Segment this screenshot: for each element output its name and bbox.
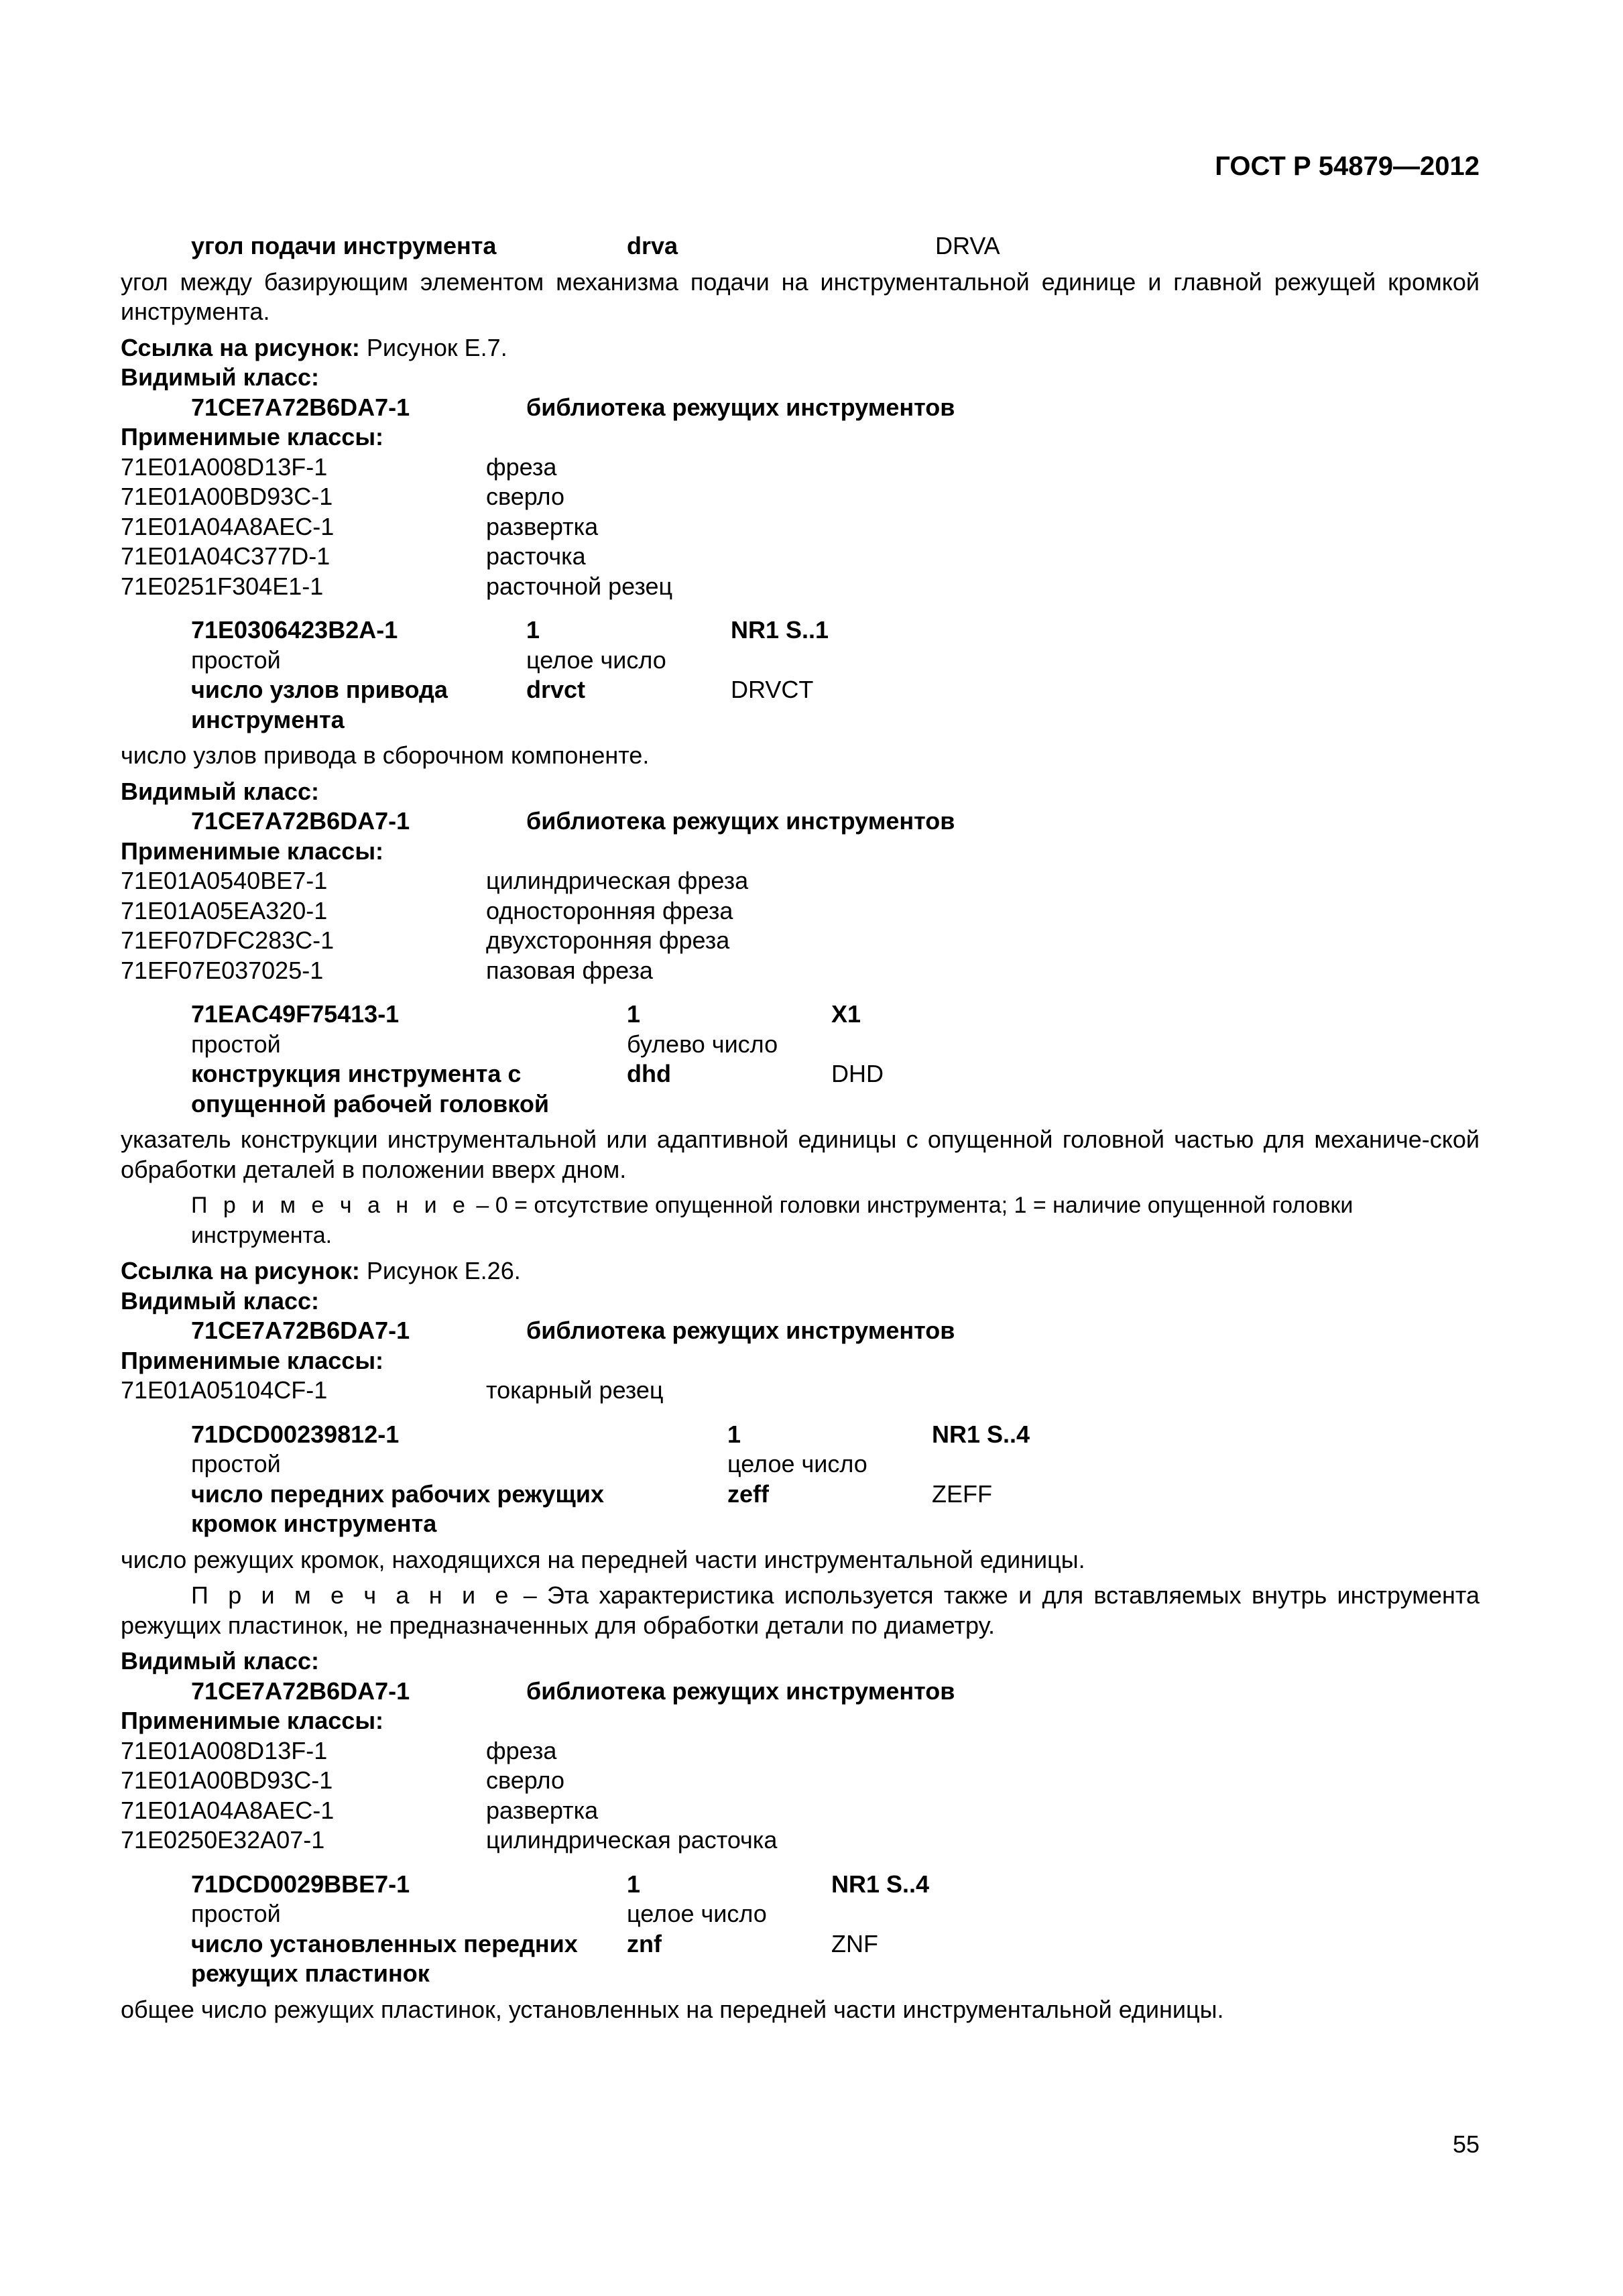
- property-name-row: число установленных передних режущих пластинок znf ZNF: [121, 1929, 1480, 1989]
- applicable-classes-label: Применимые классы:: [121, 1707, 384, 1734]
- applicable-classes-label: Применимые классы:: [121, 423, 384, 450]
- property-id-row: 71EAC49F75413-1 1 X1: [191, 1000, 861, 1028]
- property-name-row: конструкция инструмента с опущенной рабочей головкой dhd DHD: [121, 1059, 1480, 1119]
- class-row: 71E01A0540BE7-1 цилиндрическая фреза: [121, 867, 749, 894]
- property-name: число установленных передних режущих пластинок: [191, 1929, 578, 1987]
- visible-class-row: 71CE7A72B6DA7-1 библиотека режущих инструментов: [191, 1677, 955, 1705]
- figure-reference: Ссылка на рисунок: Рисунок Е.26.: [121, 1257, 521, 1284]
- property-code-upper: DRVA: [935, 232, 1000, 259]
- property-type-row: простой целое число: [191, 1900, 767, 1927]
- class-row: 71E01A05104CF-1 токарный резец: [121, 1376, 664, 1404]
- property-type-row: простой булево число: [191, 1030, 778, 1058]
- property-name: угол подачи инструмента: [191, 232, 497, 259]
- visible-class-label: Видимый класс:: [121, 1647, 319, 1675]
- property-name-row: число передних рабочих режущих кромок инструмента zeff ZEFF: [121, 1479, 1480, 1539]
- property-type-row: простой целое число: [191, 646, 666, 674]
- property-definition: число режущих кромок, находящихся на передней части инструментальной единицы.: [121, 1545, 1085, 1573]
- applicable-classes-label: Применимые классы:: [121, 837, 384, 865]
- class-row: 71E01A00BD93C-1 сверло: [121, 1766, 564, 1794]
- property-name: число передних рабочих режущих кромок инструмента: [191, 1479, 604, 1537]
- class-row: 71E01A00BD93C-1 сверло: [121, 483, 564, 510]
- visible-class-label: Видимый класс:: [121, 777, 319, 805]
- property-definition: общее число режущих пластинок, установленных на передней части инструментальной единицы.: [121, 1995, 1224, 2023]
- visible-class-row: 71CE7A72B6DA7-1 библиотека режущих инструментов: [191, 1317, 955, 1344]
- property-name: конструкция инструмента с опущенной рабочей головкой: [191, 1060, 549, 1117]
- applicable-classes-label: Применимые классы:: [121, 1346, 384, 1374]
- property-header-row: [121, 231, 1480, 261]
- property-type-row: простой целое число: [191, 1450, 867, 1477]
- visible-class-label: Видимый класс:: [121, 363, 319, 391]
- class-row: 71E01A05EA320-1 односторонняя фреза: [121, 896, 733, 924]
- document-header: ГОСТ Р 54879—2012: [1215, 152, 1480, 181]
- figure-reference: Ссылка на рисунок: Рисунок Е.7.: [121, 333, 507, 361]
- property-note: П р и м е ч а н и е – 0 = отсутствие опущенной головки инструмента; 1 = наличие опущенной головки инструмента.: [191, 1193, 1354, 1248]
- class-row: 71EF07DFC283C-1 двухсторонняя фреза: [121, 926, 730, 954]
- class-row: 71E01A008D13F-1 фреза: [121, 1736, 557, 1764]
- document-body: [121, 231, 1480, 2025]
- property-id-row: 71DCD00239812-1 1 NR1 S..4: [191, 1420, 1030, 1448]
- property-definition: число узлов привода в сборочном компоненте.: [121, 741, 650, 769]
- class-row: 71E01A04A8AEC-1 развертка: [121, 512, 599, 540]
- class-row: 71E0251F304E1-1 расточной резец: [121, 572, 673, 600]
- property-definition: указатель конструкции инструментальной или адаптивной единицы с опущенной головной частью для механиче-ской обработки деталей в положении вверх дном.: [121, 1126, 1480, 1183]
- class-row: 71E0250E32A07-1 цилиндрическая расточка: [121, 1826, 778, 1854]
- visible-class-row: 71CE7A72B6DA7-1 библиотека режущих инструментов: [191, 393, 955, 421]
- class-row: 71EF07E037025-1 пазовая фреза: [121, 956, 653, 984]
- property-note: П р и м е ч а н и е – Эта характеристика используется также и для вставляемых внутрь инструмента режущих пластинок, не предназначенных для обработки детали по диаметру.: [121, 1581, 1480, 1639]
- class-row: 71E01A04C377D-1 расточка: [121, 542, 586, 570]
- visible-class-row: 71CE7A72B6DA7-1 библиотека режущих инструментов: [191, 807, 955, 835]
- property-code: drva: [627, 232, 678, 259]
- property-name: число узлов привода инструмента: [191, 676, 448, 733]
- property-name-row: число узлов привода инструмента drvct DRVCT: [121, 675, 1480, 735]
- property-id-row: 71E0306423B2A-1 1 NR1 S..1: [191, 616, 829, 644]
- visible-class-label: Видимый класс:: [121, 1286, 319, 1315]
- class-row: 71E01A04A8AEC-1 развертка: [121, 1796, 599, 1824]
- property-definition: угол между базирующим элементом механизма подачи на инструментальной единице и главной режущей кромкой инструмента.: [121, 267, 1480, 325]
- page-number: 55: [1452, 2130, 1480, 2158]
- class-row: 71E01A008D13F-1 фреза: [121, 452, 557, 481]
- property-id-row: 71DCD0029BBE7-1 1 NR1 S..4: [191, 1870, 930, 1898]
